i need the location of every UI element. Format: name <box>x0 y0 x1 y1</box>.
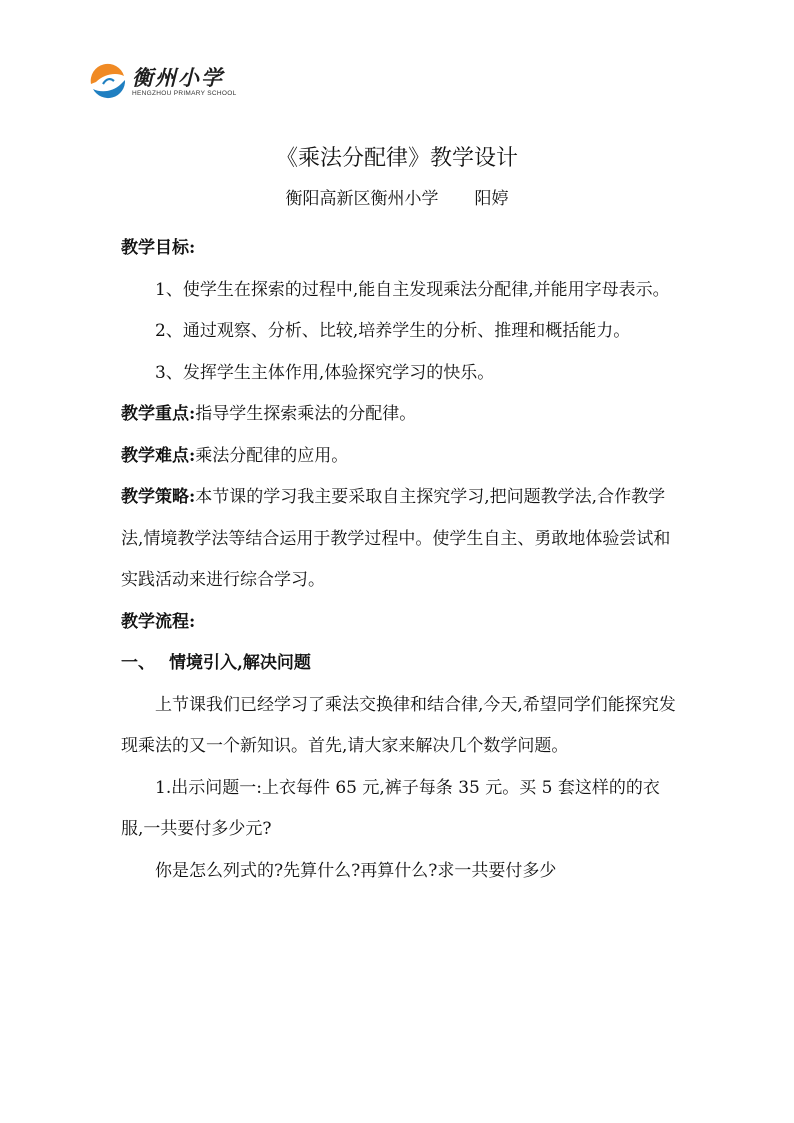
difficulty-label: 教学难点: <box>121 445 196 466</box>
author-line <box>0 186 794 212</box>
key-point-text: 指导学生探索乘法的分配律。 <box>195 404 417 424</box>
key-point-paragraph <box>121 394 677 436</box>
objective-item-2: 2、通过观察、分析、比较,培养学生的分析、推理和概括能力。 <box>155 321 631 341</box>
problem-1: 1.出示问题一:上衣每件 65 元,裤子每条 35 元。买 5 套这样的的衣服,一共要付多少元? <box>121 777 660 839</box>
page-title: 《乘法分配律》教学设计 <box>275 146 518 171</box>
author-name: 阳婷 <box>474 189 509 209</box>
step1-title: 情境引入,解决问题 <box>169 653 311 673</box>
logo-chinese-name: 衡州小学 <box>132 64 224 90</box>
step1-number: 一、 <box>121 653 155 673</box>
objectives-heading: 教学目标: <box>121 238 196 258</box>
objective-item-1: 1、使学生在探索的过程中,能自主发现乘法分配律,并能用字母表示。 <box>155 279 670 300</box>
school-name: 衡阳高新区衡州小学 <box>285 189 439 209</box>
school-logo <box>88 60 237 104</box>
logo-english-name: HENGZHOU PRIMARY SCHOOL <box>132 89 237 97</box>
strategy-text: 本节课的学习我主要采取自主探究学习,把问题教学法,合作教学法,情境教学法等结合运用于教学过程中。使学生自主、勇敢地体验尝试和实践活动来进行综合学习。 <box>121 487 671 590</box>
difficulty-paragraph <box>121 436 677 478</box>
key-point-label: 教学重点: <box>121 404 196 424</box>
problem-1-question: 你是怎么列式的?先算什么?再算什么?求一共要付多少 <box>155 860 557 881</box>
step1-intro: 上节课我们已经学习了乘法交换律和结合律,今天,希望同学们能探究发现乘法的又一个新知识。首先,请大家来解决几个数学问题。 <box>121 694 676 756</box>
difficulty-text: 乘法分配律的应用。 <box>195 445 349 466</box>
step1-heading <box>121 643 677 685</box>
document-body <box>121 228 677 892</box>
school-emblem-icon <box>88 62 128 102</box>
process-heading: 教学流程: <box>121 611 196 632</box>
strategy-paragraph <box>121 477 677 602</box>
strategy-label: 教学策略: <box>121 487 196 507</box>
objective-item-3: 3、发挥学生主体作用,体验探究学习的快乐。 <box>155 362 495 383</box>
